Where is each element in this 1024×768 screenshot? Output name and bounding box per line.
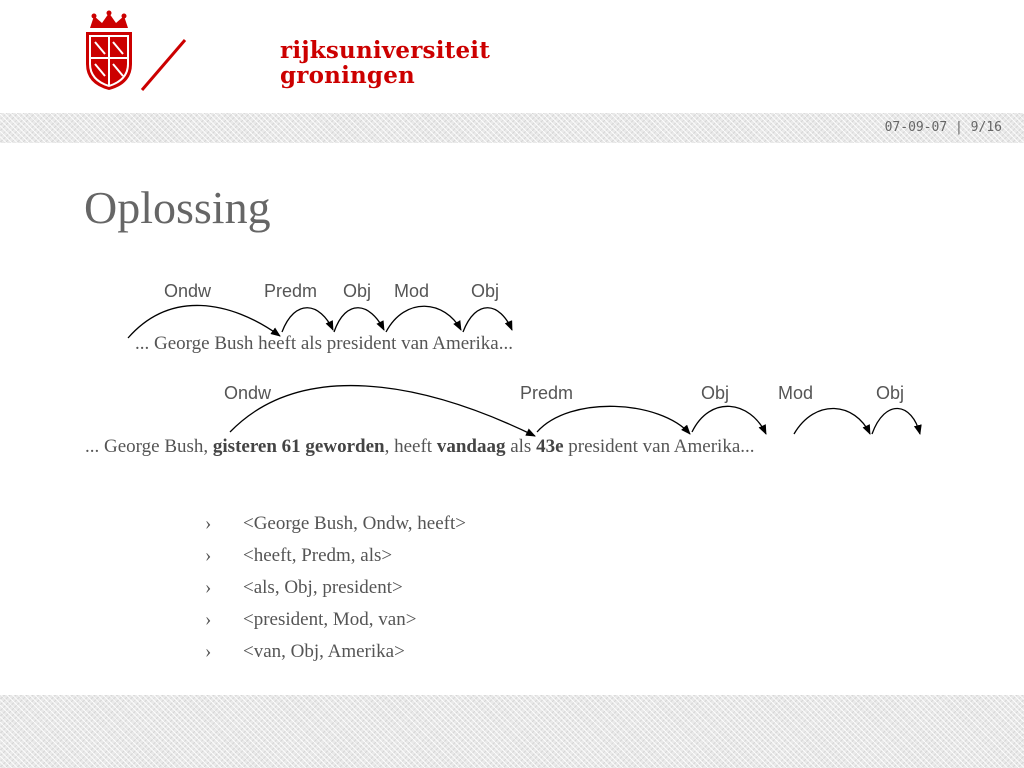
ex2-label-mod: Mod	[778, 383, 814, 403]
header-band	[0, 113, 1024, 143]
sentence-2-bold-3: 43e	[536, 436, 564, 457]
sentence-2-bold-2: vandaag	[436, 436, 506, 457]
ex1-arc-obj-1	[334, 308, 384, 332]
university-logo	[80, 10, 491, 96]
bullet-icon: ›	[205, 609, 212, 630]
slide-title: Oplossing	[84, 182, 271, 233]
ex1-arc-predm	[282, 308, 333, 332]
tuple-text: <als, Obj, president>	[243, 577, 403, 598]
sentence-2-part-1: ... George Bush,	[85, 436, 213, 457]
sentence-2-bold-1: gisteren 61 geworden	[212, 436, 385, 457]
bullet-icon: ›	[205, 577, 212, 598]
ex2-arc-obj-1	[692, 406, 766, 434]
tuple-text: <van, Obj, Amerika>	[243, 641, 405, 662]
ex1-label-ondw: Ondw	[164, 281, 212, 301]
bullet-icon: ›	[205, 641, 212, 662]
list-item	[205, 544, 466, 576]
ex2-label-ondw: Ondw	[224, 383, 272, 403]
tuple-text: <George Bush, Ondw, heeft>	[243, 513, 466, 534]
list-item	[205, 512, 466, 544]
list-item	[205, 608, 466, 640]
logo-line-1: rijksuniversiteit	[280, 37, 491, 64]
tuple-text: <president, Mod, van>	[243, 609, 417, 630]
ex2-label-predm: Predm	[520, 383, 574, 403]
ex2-arc-obj-2	[872, 408, 920, 434]
sentence-2-part-4: president van Amerika...	[563, 436, 755, 457]
ex2-label-obj-2: Obj	[876, 383, 905, 403]
example-sentence-1: ... George Bush heeft als president van Amerika...	[135, 333, 513, 354]
slide-date-page: 07-09-07 | 9/16	[884, 120, 1002, 135]
footer-band	[0, 695, 1024, 768]
tuple-text: <heeft, Predm, als>	[243, 545, 393, 566]
ex2-arc-predm	[537, 406, 690, 434]
coat-of-arms-icon	[80, 10, 270, 96]
bullet-icon: ›	[205, 513, 212, 534]
ex1-label-obj-2: Obj	[471, 281, 500, 301]
ex2-arc-mod	[794, 408, 870, 434]
ex2-arc-ondw	[230, 386, 535, 436]
bullet-icon: ›	[205, 545, 212, 566]
sentence-2-part-2: , heeft	[384, 436, 437, 457]
example-sentence-2	[85, 436, 755, 458]
list-item	[205, 640, 466, 672]
sentence-2-part-3: als	[505, 436, 537, 457]
ex1-label-mod: Mod	[394, 281, 430, 301]
ex1-arc-mod	[386, 306, 461, 332]
ex1-label-obj-1: Obj	[343, 281, 372, 301]
list-item	[205, 576, 466, 608]
tuple-list	[205, 512, 466, 672]
ex1-arc-obj-2	[463, 308, 512, 332]
ex1-label-predm: Predm	[264, 281, 318, 301]
ex2-label-obj-1: Obj	[701, 383, 730, 403]
logo-line-2: groningen	[280, 62, 415, 89]
